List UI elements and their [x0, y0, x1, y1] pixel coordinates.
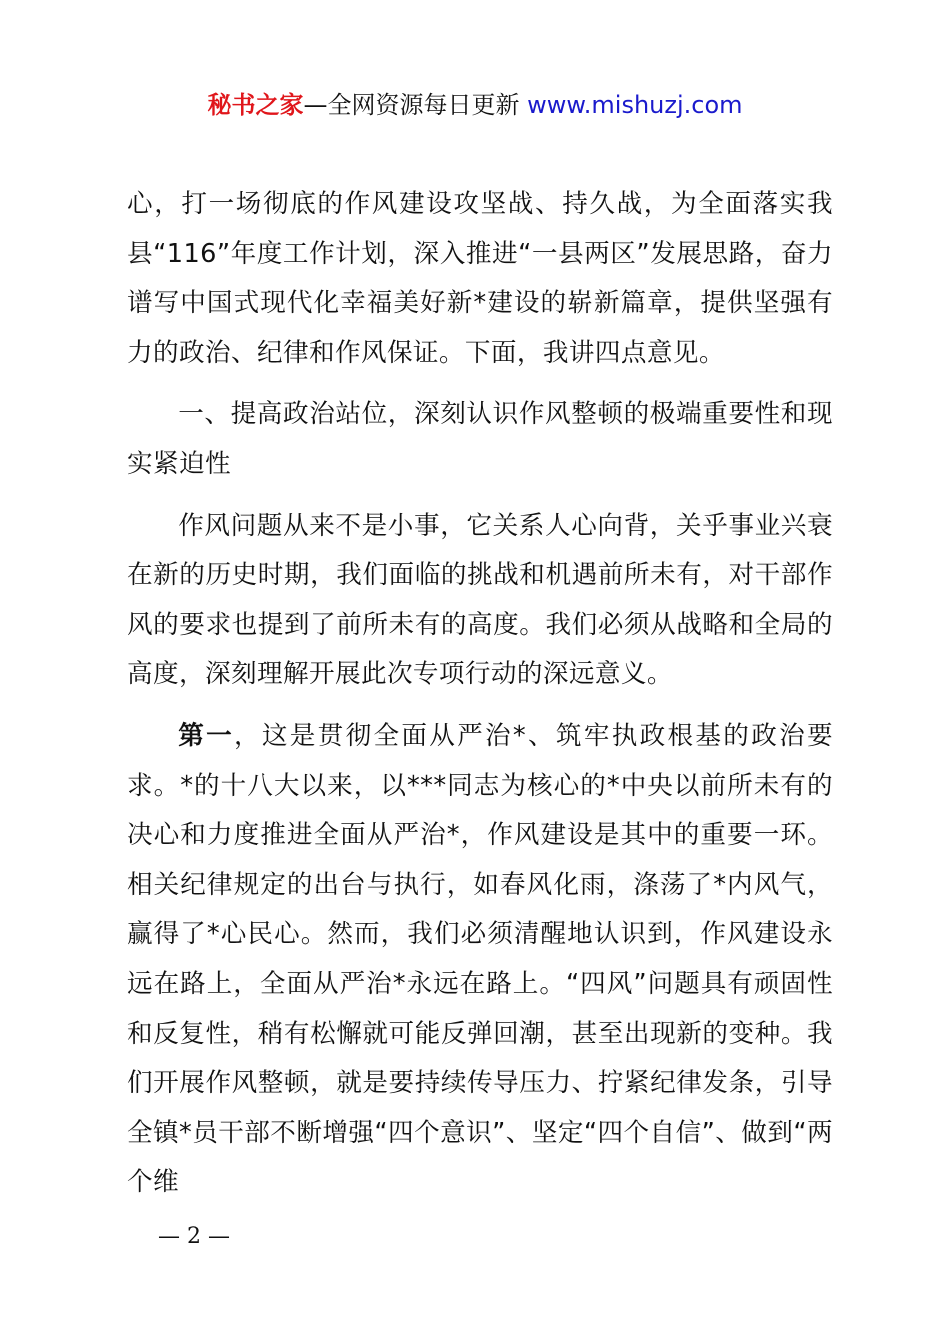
- site-url-link[interactable]: www.mishuzj.com: [527, 91, 743, 119]
- document-body: [127, 180, 833, 1208]
- paragraph-context: 作风问题从来不是小事，它关系人心向背，关乎事业兴衰在新的历史时期，我们面临的挑战和机遇前所未有，对干部作风的要求也提到了前所未有的高度。我们必须从战略和全局的高度，深刻理解开展此次专项行动的深远意义。: [127, 510, 833, 690]
- paragraph-first-point: [127, 712, 833, 1208]
- header-tagline: —全网资源每日更新: [303, 91, 520, 119]
- point-body-text: ，这是贯彻全面从严治*、筑牢执政根基的政治要求。*的十八大以来，以***同志为核心的*中央以前所未有的决心和力度推进全面从严治*，作风建设是其中的重要一环。相关纪律规定的出台与执行，如春风化雨，涤荡了*内风气，赢得了*心民心。然而，我们必须清醒地认识到，作风建设永远在路上，全面从严治*永远在路上。“四风”问题具有顽固性和反复性，稍有松懈就可能反弹回潮，甚至出现新的变种。我们开展作风整顿，就是要持续传导压力、拧紧纪律发条，引导全镇*员干部不断增强“四个意识”、坚定“四个自信”、做到“两个维: [127, 720, 833, 1198]
- page-number: — 2 —: [158, 1224, 230, 1249]
- brand-name: 秘书之家: [207, 91, 304, 119]
- site-header: [0, 88, 950, 122]
- section-heading-1: 一、提高政治站位，深刻认识作风整顿的极端重要性和现实紧迫性: [127, 399, 833, 479]
- point-lead-label: 第一: [178, 720, 234, 751]
- paragraph-continuation: 心，打一场彻底的作风建设攻坚战、持久战，为全面落实我县“116”年度工作计划，深入推进“一县两区”发展思路，奋力谱写中国式现代化幸福美好新*建设的崭新篇章，提供坚强有力的政治、纪律和作风保证。下面，我讲四点意见。: [127, 189, 833, 368]
